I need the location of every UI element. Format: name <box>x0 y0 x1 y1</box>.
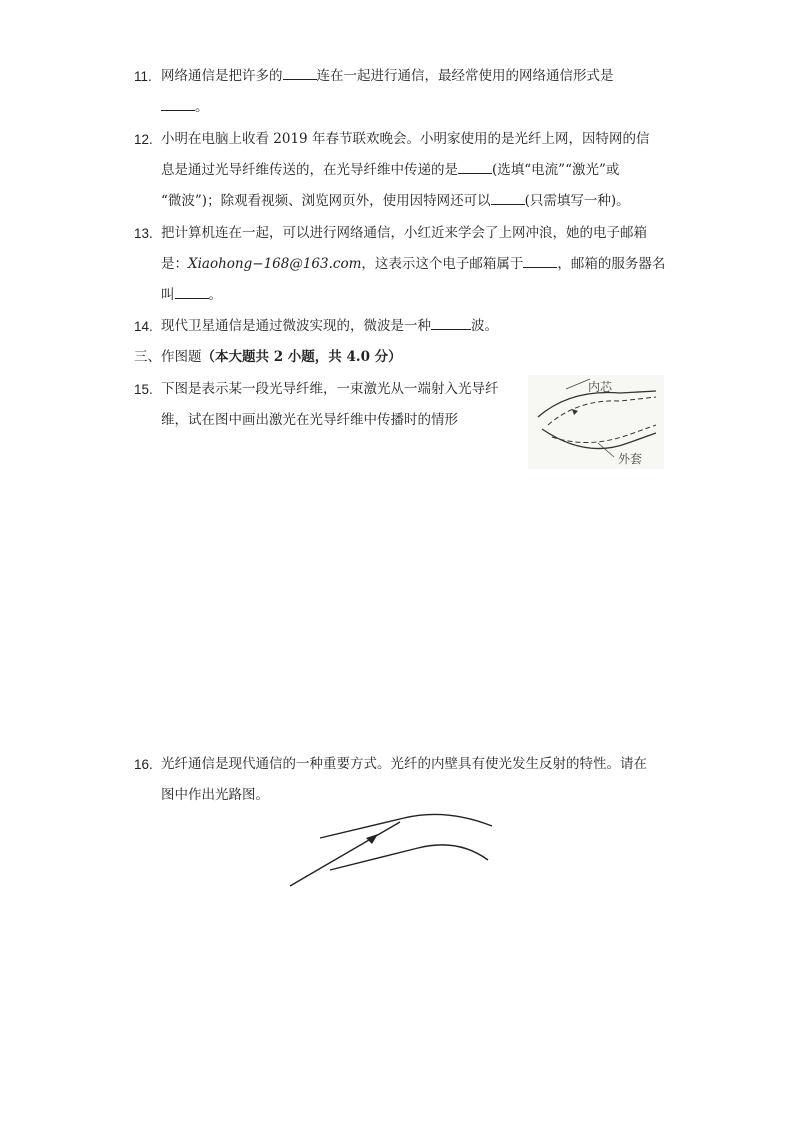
ray-arrow-icon <box>366 834 378 844</box>
answer-blank[interactable] <box>283 67 317 80</box>
question-15 <box>134 374 514 436</box>
email-address: Xiaohong−168@163.com <box>188 256 362 272</box>
question-text: 维，试在图中画出激光在光导纤维中传播时的情形 <box>161 412 458 428</box>
question-number: 15. <box>134 382 153 397</box>
question-text: 。 <box>195 99 209 115</box>
question-number: 11. <box>134 69 152 84</box>
outer-label: 外套 <box>618 452 643 466</box>
question-text: 息是通过光导纤维传送的，在光导纤维中传递的是 <box>161 162 458 178</box>
question-text: 连在一起进行通信，最经常使用的网络通信形式是 <box>316 68 614 84</box>
question-number: 12. <box>134 132 153 147</box>
question-text: 。 <box>208 287 222 303</box>
question-text: 波。 <box>471 318 498 334</box>
question-11 <box>134 61 666 123</box>
question-text: ，邮箱的服务器名 <box>557 256 666 272</box>
question-number: 13. <box>134 226 153 241</box>
answer-blank[interactable] <box>491 192 525 205</box>
question-12 <box>134 124 666 217</box>
question-text: (只需填写一种)。 <box>524 193 630 209</box>
answer-blank[interactable] <box>161 98 195 111</box>
optical-fiber-figure[interactable] <box>528 375 664 469</box>
question-text: ，这表示这个电子邮箱属于 <box>361 256 524 272</box>
answer-blank[interactable] <box>523 255 557 268</box>
question-14 <box>134 311 666 342</box>
question-number: 16. <box>134 757 153 772</box>
question-text: 光纤通信是现代通信的一种重要方式。光纤的内壁具有使光发生反射的特性。请在 <box>161 756 647 772</box>
question-text: 是： <box>161 256 188 272</box>
fiber-upper-wall <box>320 814 492 838</box>
question-text: 叫 <box>161 287 175 303</box>
question-text: 把计算机连在一起，可以进行网络通信，小红近来学会了上网冲浪，她的电子邮箱 <box>161 225 647 241</box>
question-number: 14. <box>134 319 153 334</box>
answer-blank[interactable] <box>458 161 492 174</box>
answer-blank[interactable] <box>175 286 209 299</box>
question-text: 现代卫星通信是通过微波实现的，微波是一种 <box>161 318 431 334</box>
section-heading <box>134 343 402 371</box>
question-13 <box>134 218 666 311</box>
question-text: (选填“电流”“激光”或 <box>492 162 620 178</box>
question-text: 小明在电脑上收看 2019 年春节联欢晚会。小明家使用的是光纤上网，因特网的信 <box>161 131 650 147</box>
section-title: 三、作图题 <box>134 349 202 365</box>
question-text: 网络通信是把许多的 <box>161 68 283 84</box>
fiber-light-path-figure[interactable] <box>286 810 496 892</box>
question-text: “微波”)；除观看视频、浏览网页外，使用因特网还可以 <box>161 193 491 209</box>
answer-blank[interactable] <box>431 317 471 330</box>
core-label: 内芯 <box>588 380 613 394</box>
question-text: 下图是表示某一段光导纤维，一束激光从一端射入光导纤 <box>161 381 499 397</box>
section-note: （本大题共 2 小题，共 4.0 分） <box>201 349 402 365</box>
question-16 <box>134 749 666 811</box>
question-text: 图中作出光路图。 <box>161 787 269 803</box>
